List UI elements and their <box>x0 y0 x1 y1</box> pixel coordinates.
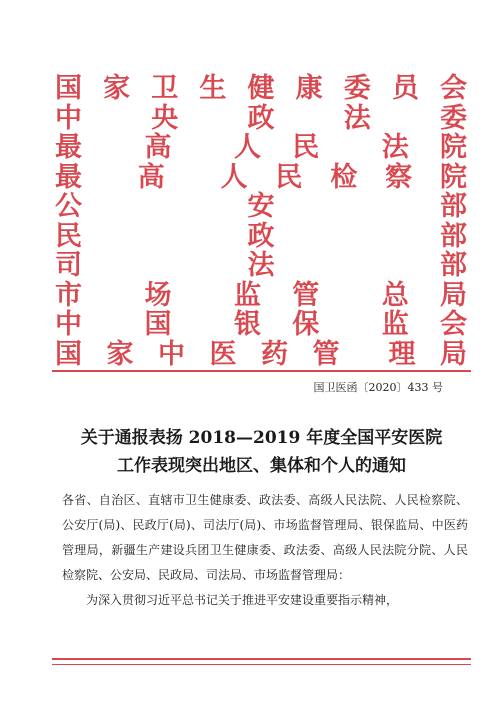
header-char: 银 <box>234 309 261 341</box>
header-char: 管 <box>292 279 320 311</box>
header-char: 康 <box>295 73 323 105</box>
header-char: 国 <box>55 338 82 370</box>
header-char: 监 <box>234 279 261 311</box>
header-char: 委 <box>343 73 371 105</box>
header-char: 政 <box>247 220 275 252</box>
header-char: 政 <box>247 102 275 134</box>
header-char: 员 <box>391 73 419 105</box>
header-char: 会 <box>440 73 467 105</box>
header-char: 卫 <box>151 73 179 105</box>
header-char: 委 <box>440 102 467 134</box>
header-char: 家 <box>106 338 134 370</box>
header-char: 医 <box>209 338 237 370</box>
header-char: 最 <box>55 132 82 164</box>
header-char: 高 <box>144 132 172 164</box>
header-char: 局 <box>440 338 467 370</box>
header-row <box>55 74 467 104</box>
header-char: 中 <box>158 338 185 370</box>
header-char: 总 <box>381 279 409 311</box>
header-row <box>55 281 467 311</box>
first-paragraph: 为深入贯彻习近平总书记关于推进平安建设重要指示精神， <box>86 593 399 607</box>
header-char: 部 <box>440 250 467 282</box>
header-row <box>55 251 467 281</box>
document-title-line-2: 工作表现突出地区、集体和个人的通知 <box>117 456 406 476</box>
header-char: 民 <box>292 132 320 164</box>
header-char: 法 <box>343 102 371 134</box>
header-char: 察 <box>385 161 413 193</box>
header-char: 院 <box>440 161 467 193</box>
header-char: 公 <box>55 191 82 223</box>
document-number: 国卫医函〔2020〕433 号 <box>313 381 443 394</box>
header-char: 人 <box>220 161 248 193</box>
header-char: 会 <box>440 309 467 341</box>
header-char: 最 <box>55 161 82 193</box>
header-char: 院 <box>440 132 467 164</box>
header-row <box>55 340 467 370</box>
header-char: 监 <box>381 309 409 341</box>
footer-divider-thick <box>52 658 471 660</box>
header-row <box>55 222 467 252</box>
header-row <box>55 163 467 193</box>
header-char: 民 <box>55 220 82 252</box>
header-char: 场 <box>144 279 172 311</box>
header-row <box>55 104 467 134</box>
header-char: 健 <box>247 73 275 105</box>
header-char: 保 <box>292 309 320 341</box>
header-char: 部 <box>440 191 467 223</box>
header-char: 中 <box>55 102 82 134</box>
header-char: 药 <box>261 338 288 370</box>
header-char: 央 <box>151 102 179 134</box>
header-char: 理 <box>388 338 416 370</box>
header-char: 市 <box>55 279 82 311</box>
header-char: 生 <box>199 73 227 105</box>
header-divider <box>52 370 471 372</box>
header-row <box>55 133 467 163</box>
header-char: 管 <box>312 338 340 370</box>
header-char: 检 <box>330 161 358 193</box>
header-char: 国 <box>144 309 172 341</box>
header-char: 国 <box>55 73 82 105</box>
header-row <box>55 310 467 340</box>
header-char: 部 <box>440 220 467 252</box>
header-char: 局 <box>440 279 467 311</box>
header-char: 法 <box>247 250 275 282</box>
header-char: 民 <box>275 161 303 193</box>
header-char: 法 <box>381 132 409 164</box>
header-row <box>55 192 467 222</box>
document-body <box>62 488 468 613</box>
header-char: 安 <box>247 191 275 223</box>
header-char: 高 <box>137 161 165 193</box>
footer-divider-thin <box>52 664 471 665</box>
header-char: 司 <box>55 250 82 282</box>
header-char: 中 <box>55 309 82 341</box>
header-char: 人 <box>234 132 261 164</box>
header-char: 家 <box>103 73 131 105</box>
issuing-authorities-header <box>55 74 467 369</box>
addressees-paragraph: 各省、自治区、直辖市卫生健康委、政法委、高级人民法院、人民检察院、公安厅(局)、民政厅(局)、司法厅(局)、市场监督管理局、银保监局、中医药管理局，新疆生产建设兵团卫生健康委、政法委、高级人民法院分院、人民检察院、公安局、民政局、司法局、市场监督管理局： <box>62 493 468 582</box>
document-title-line-1: 关于通报表扬 2018—2019 年度全国平安医院 <box>80 428 443 448</box>
